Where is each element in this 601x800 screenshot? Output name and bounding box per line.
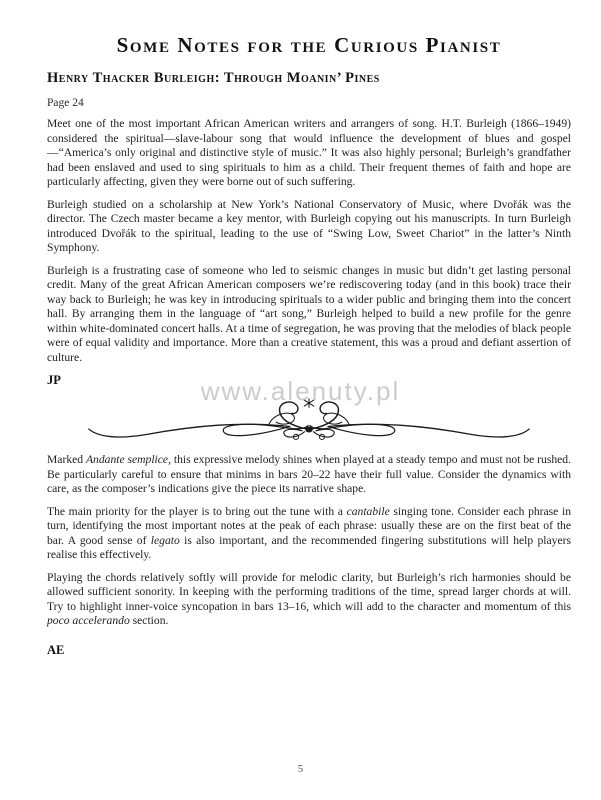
page-title: Some Notes for the Curious Pianist — [116, 33, 502, 57]
paragraph-performance-2: The main priority for the player is to bring out the tune with a cantabile singing tone. Consider each phrase in turn, identifying the most important notes at the peak of each phrase: usually these are on the first beat of the bar. A good sense of legato is also important, and the recommended fingering substitutions will help players realise this effectively. — [47, 504, 571, 561]
page-number: 5 — [297, 764, 304, 775]
author-initials-ae: AE — [47, 642, 65, 657]
paragraph-performance-3: Playing the chords relatively softly will provide for melodic clarity, but Burleigh’s rich harmonies should be allowed sufficient sonority. In keeping with the performing traditions of the time, spread larger chords at will. Try to highlight inner-voice syncopation in bars 13–16, which will add to the character and momentum of this poco accelerando section. — [47, 570, 571, 627]
page-content — [47, 0, 571, 658]
site-watermark: www.alenuty.pl — [200, 376, 401, 406]
paragraph-historical-2: Burleigh studied on a scholarship at New York’s National Conservatory of Music, where Dvořák was the director. The Czech master became a key mentor, with Burleigh copying out his manuscripts. In turn Burleigh introduced Dvořák to the spiritual, leading to the use of “Swing Low, Sweet Chariot” in the latter’s Ninth Symphony. — [47, 197, 571, 254]
page-reference: Page 24 — [47, 97, 84, 109]
author-initials-jp: JP — [47, 373, 61, 387]
paragraph-performance-1: Marked Andante semplice, this expressive melody shines when played at a steady tempo and must not be rushed. Be particularly careful to ensure that minims in bars 20–22 have their full value. Consider the dynamics with care, as the composer’s indications give the piece its narrative shape. — [47, 453, 571, 495]
paragraph-historical-3: Burleigh is a frustrating case of someone who led to seismic changes in music but didn’t get lasting personal credit. Many of the great African American composers we’re rediscovering today (and in this book) trace their way back to Burleigh; he was key in introducing spirituals to a wider public and bringing them into the concert hall. By arranging them in the language of “art song,” Burleigh helped to build a new profile for the genre within white-dominated concert halls. At a time of segregation, he was proving that the melodies of black people were of equal validity and importance. More than a creative statement, this was a proud and defiant assertion of culture. — [47, 263, 571, 364]
paragraph-historical-1: Meet one of the most important African American writers and arrangers of song. H.T. Burleigh (1866–1949) considered the spiritual—slave-labour song that would influence the development of blues and gospel—“America’s only original and distinctive style of music.” It was also highly personal; Burleigh’s grandfather had been enslaved and used to sing spirituals to him as a child. Their frequent themes of faith and hope are particularly affecting, given they were borne out of such suffering. — [47, 117, 571, 188]
flourish-divider-ornament — [47, 397, 571, 449]
flourish-divider-icon — [73, 397, 545, 449]
section-heading: Henry Thacker Burleigh: Through Moanin’ Pines — [47, 70, 380, 86]
